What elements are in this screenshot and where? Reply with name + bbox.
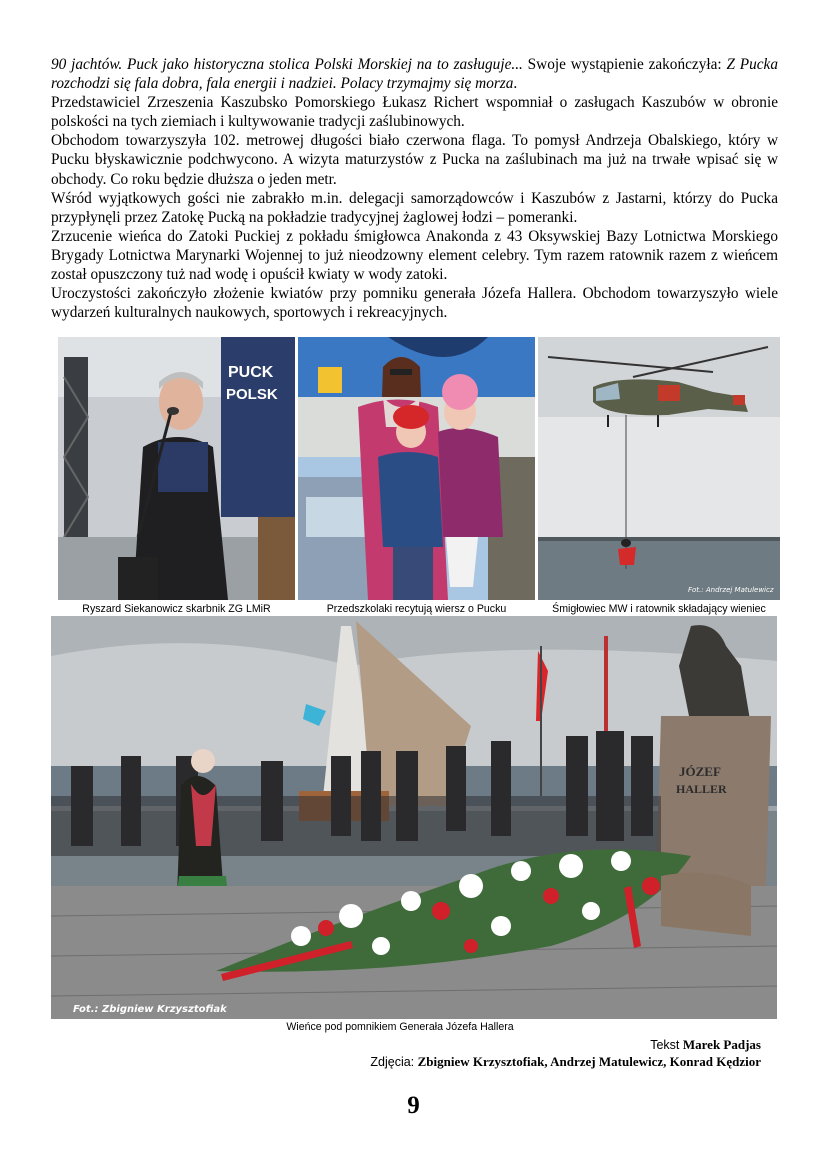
paragraph-5: Zrzucenie wieńca do Zatoki Puckiej z pokładu śmigłowca Anakonda z 43 Oksywskiej Bazy Lotnictwa Morskiego Brygady Lotnictwa Marynarki Wojennej to już nieodzowny element celebry. Tym razem ratownik razem z wieńcem został opuszczony tuż nad wodę i opuścił kwiaty w wody zatoki.: [51, 227, 778, 284]
caption-helicopter: Śmigłowiec MW i ratownik składający wieniec: [552, 603, 766, 615]
caption-monument: Wieńce pod pomnikiem Generała Józefa Hallera: [286, 1021, 514, 1033]
speaker-banner-text: PUCK: [228, 364, 274, 381]
credit-photos-label: Zdjęcia:: [370, 1055, 418, 1069]
helicopter-watermark: Fot.: Andrzej Matulewicz: [688, 586, 774, 594]
caption-speaker: Ryszard Siekanowicz skarbnik ZG LMiR: [82, 603, 271, 615]
photo-helicopter: [538, 337, 780, 600]
quote-italic: 90 jachtów. Puck jako historyczna stolica Polski Morskiej na to zasługuje...: [51, 56, 523, 73]
monument-inscription-1: JÓZEF: [679, 764, 721, 779]
speaker-banner-text-2: POLSK: [226, 386, 278, 403]
children-image: [298, 337, 535, 600]
paragraph-6: Uroczystości zakończyło złożenie kwiatów przy pomniku generała Józefa Hallera. Obchodom towarzyszyło wiele wydarzeń kulturalnych naukowych, sportowych i rekreacyjnych.: [51, 285, 778, 322]
credit-text-author: Marek Padjas: [682, 1037, 761, 1052]
paragraph-1: [51, 55, 778, 93]
caption-children: Przedszkolaki recytują wiersz o Pucku: [326, 603, 507, 615]
article-text: [51, 55, 778, 322]
page-number: 9: [407, 1092, 420, 1119]
helicopter-image: [538, 337, 780, 600]
photo-speaker: [58, 337, 295, 600]
paragraph-4: Wśród wyjątkowych gości nie zabrakło m.in. delegacji samorządowców i Kaszubów z Jastarni, którzy do Pucka przypłynęli przez Zatokę Pucką na pokładzie tradycyjnej żaglowej łodzi – pomeranki.: [51, 189, 778, 226]
paragraph-3: Obchodom towarzyszyła 102. metrowej długości biało czerwona flaga. To pomysł Andrzeja Obalskiego, który w Pucku błyskawicznie podchwycono. A wizyta maturzystów z Pucka na zaślubinach ma już na trwałe wpisać się w obchody. Co roku będzie dłuższa o jeden metr.: [51, 132, 778, 188]
photo-monument: [51, 616, 777, 1019]
quote-intro: Swoje wystąpienie zakończyła:: [522, 56, 727, 73]
credit-photos: [370, 1054, 761, 1070]
credit-photos-authors: Zbigniew Krzysztofiak, Andrzej Matulewicz, Konrad Kędzior: [417, 1054, 761, 1069]
credit-text: [650, 1037, 761, 1053]
credit-text-label: Tekst: [650, 1038, 683, 1052]
quote-end: .: [513, 75, 518, 93]
quote-italic-2: Z Pucka rozchodzi się fala dobra, fala energii i nadziei. Polacy trzymajmy się morza: [51, 56, 778, 93]
paragraph-2: Przedstawiciel Zrzeszenia Kaszubsko Pomorskiego Łukasz Richert wspomniał o zasługach Kaszubów w obronie polskości na tych ziemiach i kultywowanie tradycji zaślubinowych.: [51, 94, 778, 131]
monument-inscription-2: HALLER: [676, 782, 727, 796]
monument-watermark: Fot.: Zbigniew Krzysztofiak: [73, 1004, 227, 1015]
speaker-image: [58, 337, 295, 600]
photo-children: [298, 337, 535, 600]
monument-image: [51, 616, 777, 1019]
